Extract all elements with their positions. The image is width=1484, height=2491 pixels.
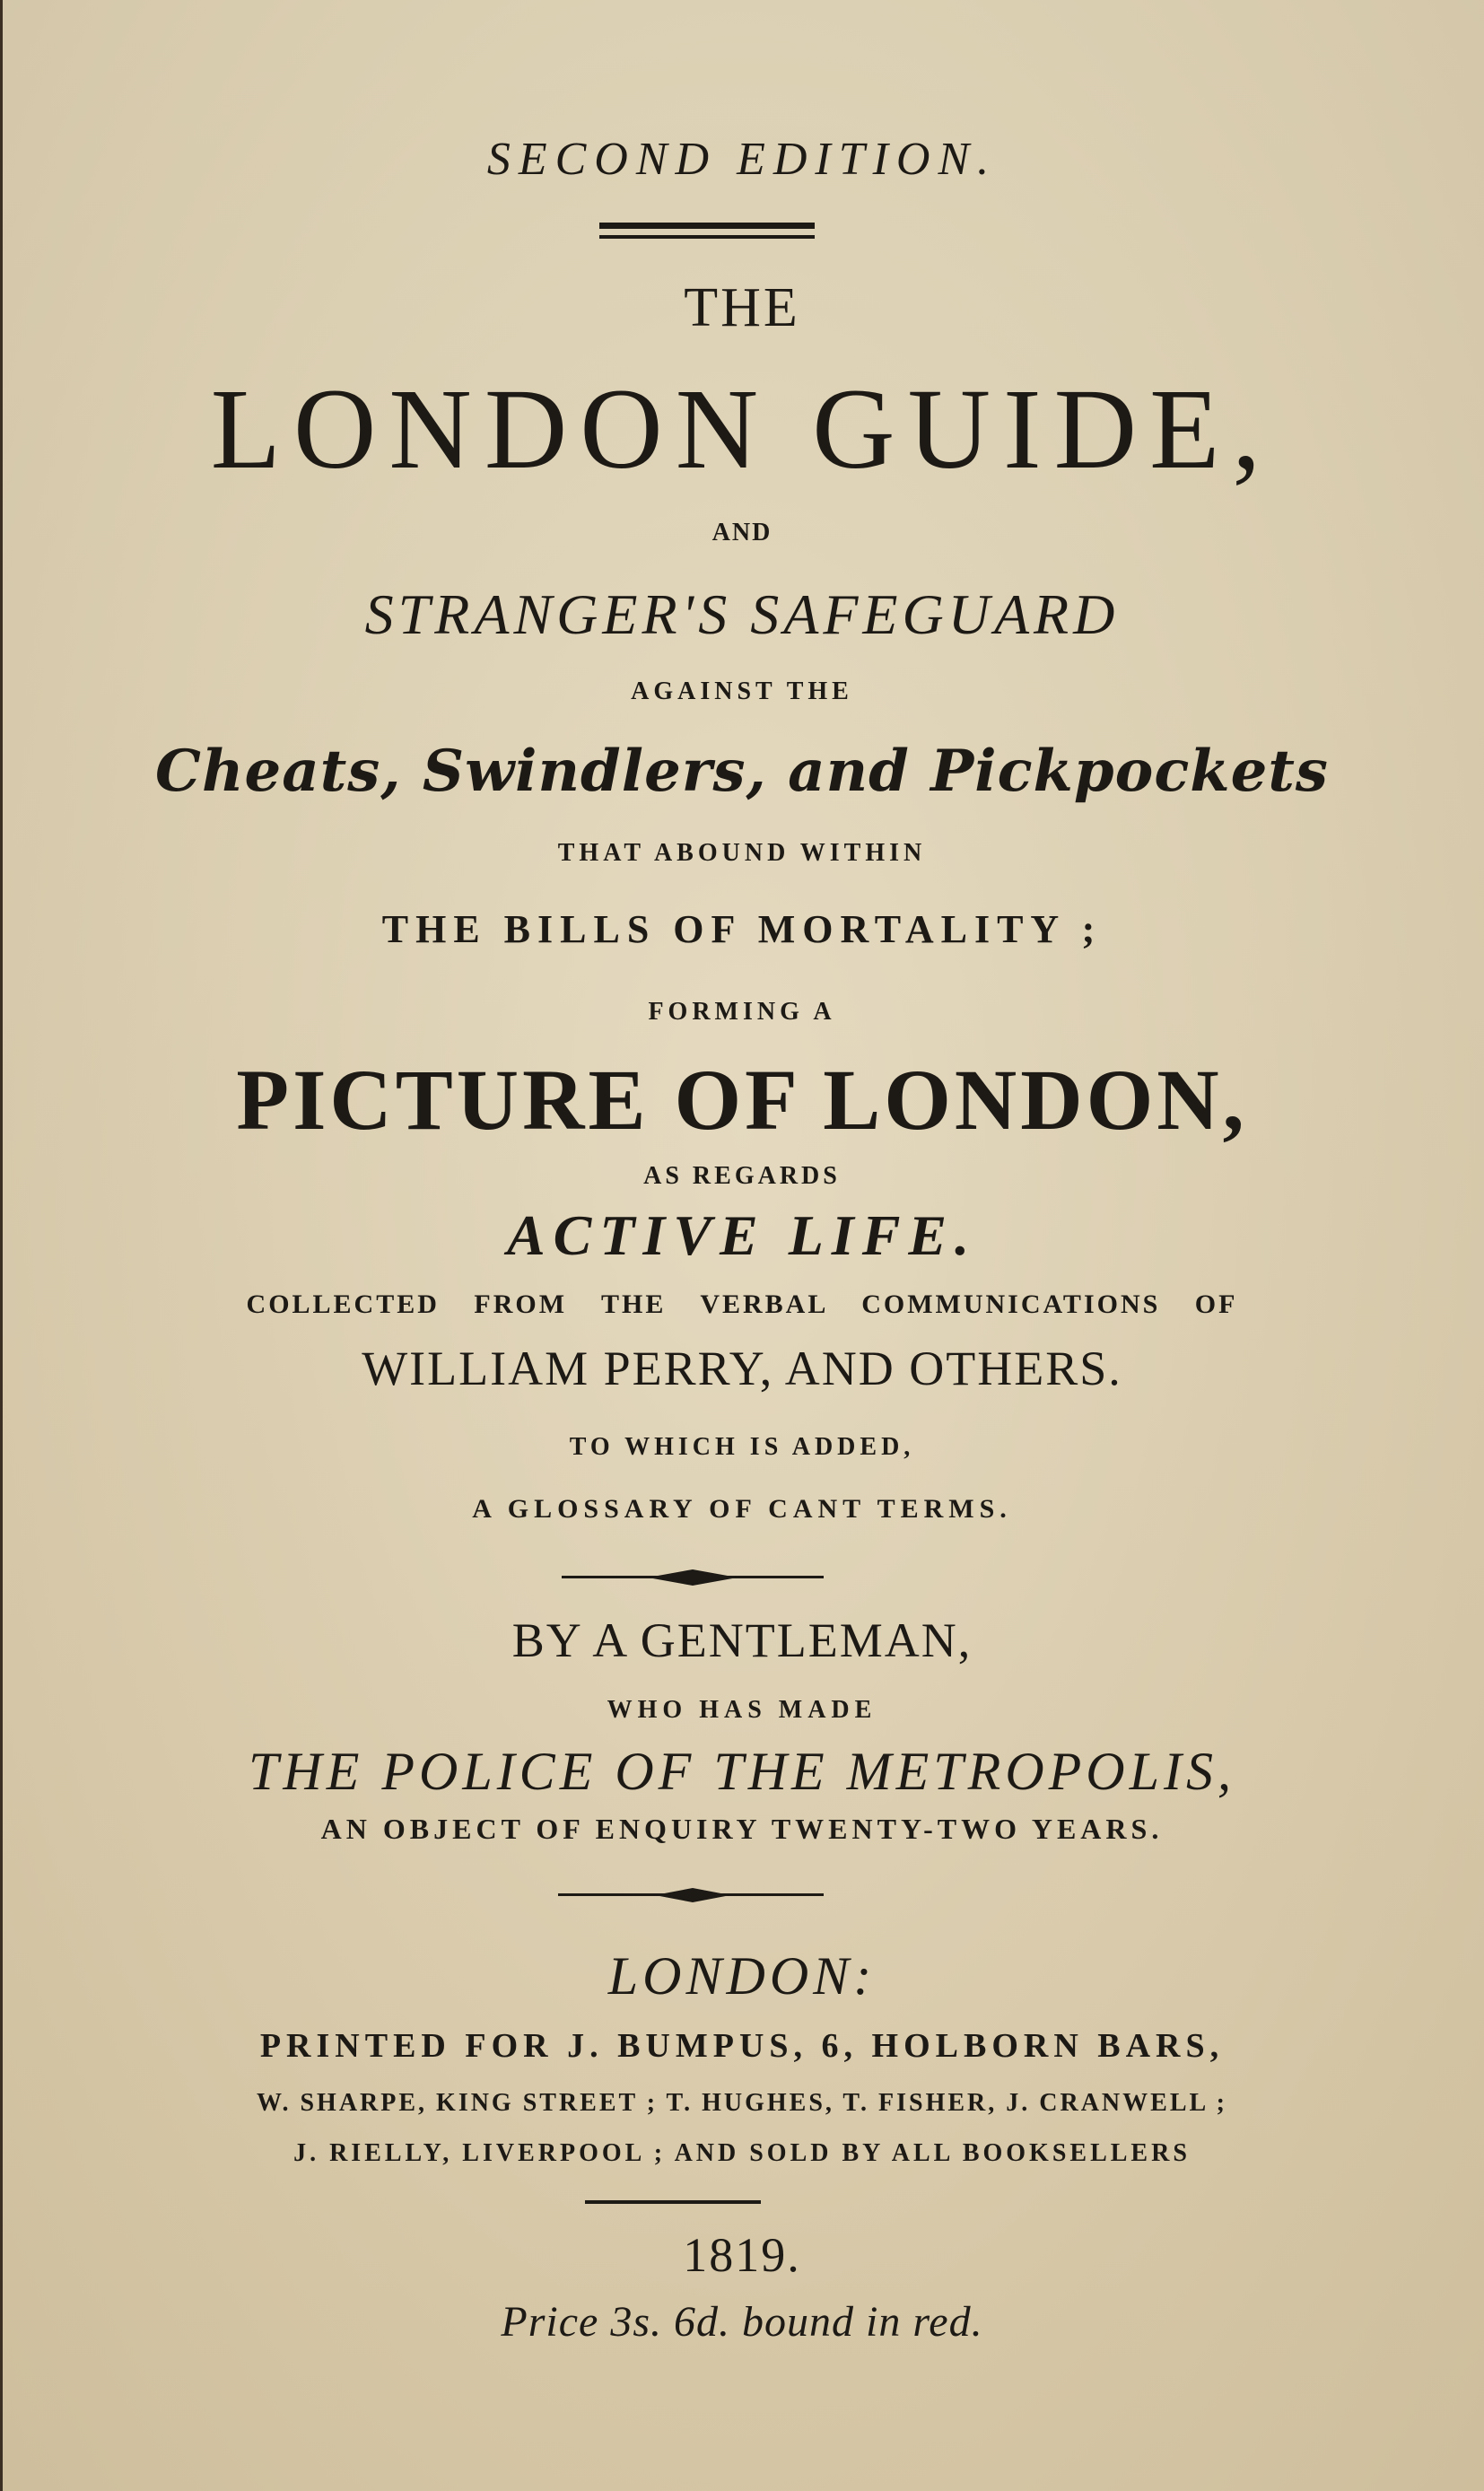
active-life-line: ACTIVE LIFE.: [506, 1203, 978, 1267]
year-line: 1819.: [683, 2228, 801, 2282]
abound-line: THAT ABOUND WITHIN: [557, 839, 927, 867]
bills-line: THE BILLS OF MORTALITY ;: [381, 907, 1103, 951]
divider-rule: [585, 2200, 761, 2204]
glossary-line: A GLOSSARY OF CANT TERMS.: [472, 1494, 1012, 1524]
author-line: BY A GENTLEMAN,: [511, 1613, 973, 1667]
collected-line: COLLECTED FROM THE VERBAL COMMUNICATIONS OF: [246, 1289, 1238, 1319]
added-line: TO WHICH IS ADDED,: [569, 1433, 915, 1461]
printed-line: PRINTED FOR J. BUMPUS, 6, HOLBORN BARS,: [259, 2027, 1225, 2065]
sharpe-line: W. SHARPE, KING STREET ; T. HUGHES, T. FISHER, J. CRANWELL ;: [257, 2089, 1227, 2117]
regards-line: AS REGARDS: [643, 1162, 841, 1190]
price-line: Price 3s. 6d. bound in red.: [501, 2298, 983, 2346]
cheats-line: Cheats, Swindlers, and Pickpockets: [155, 738, 1329, 805]
divider-rule: [599, 223, 815, 229]
ornament-rule: [562, 1568, 824, 1587]
title-line: LONDON GUIDE,: [210, 365, 1274, 493]
rielly-line: J. RIELLY, LIVERPOOL ; AND SOLD BY ALL BOOKSELLERS: [293, 2139, 1191, 2167]
picture-line: PICTURE OF LONDON,: [236, 1052, 1248, 1148]
subtitle-line: STRANGER'S SAFEGUARD: [364, 582, 1120, 646]
and-line: AND: [711, 519, 773, 546]
against-line: AGAINST THE: [631, 677, 853, 705]
imprint-city: LONDON:: [607, 1946, 877, 2006]
who-line: WHO HAS MADE: [607, 1696, 877, 1724]
police-line: THE POLICE OF THE METROPOLIS,: [249, 1742, 1235, 1801]
perry-line: WILLIAM PERRY, AND OTHERS.: [362, 1342, 1122, 1395]
the-line: THE: [684, 277, 800, 338]
edition-line: SECOND EDITION.: [486, 134, 998, 185]
forming-line: FORMING A: [648, 998, 836, 1026]
enquiry-line: AN OBJECT OF ENQUIRY TWENTY-TWO YEARS.: [320, 1813, 1164, 1845]
divider-rule: [599, 235, 815, 239]
ornament-rule: [558, 1885, 824, 1905]
